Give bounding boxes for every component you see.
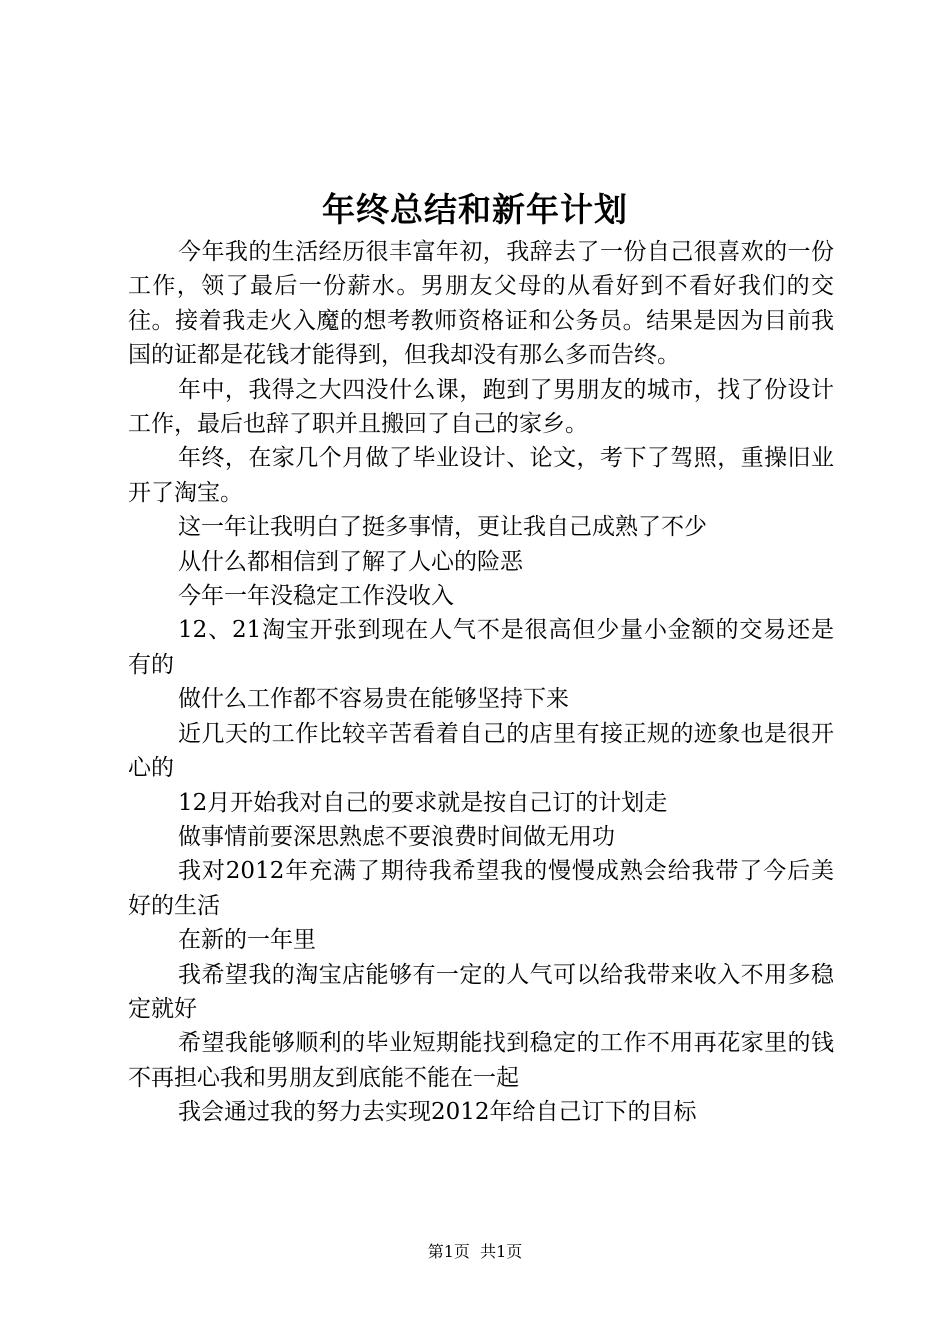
paragraph: 今年我的生活经历很丰富年初，我辞去了一份自己很喜欢的一份工作，领了最后一份薪水。男朋友父母的从看好到不看好我们的交往。接着我走火入魔的想考教师资格证和公务员。结果是因为目前我国的证都是花钱才能得到，但我却没有那么多而告终。: [128, 239, 834, 369]
paragraph: 做事情前要深思熟虑不要浪费时间做无用功: [178, 823, 615, 850]
paragraph: 在新的一年里: [178, 927, 316, 954]
paragraph: 我希望我的淘宝店能够有一定的人气可以给我带来收入不用多稳定就好: [128, 961, 834, 1022]
paragraph: 今年一年没稳定工作没收入: [178, 583, 454, 610]
paragraph: 年终，在家几个月做了毕业设计、论文，考下了驾照，重操旧业开了淘宝。: [128, 445, 834, 506]
page-number: 第1页: [427, 1242, 470, 1261]
paragraph: 这一年让我明白了挺多事情，更让我自己成熟了不少: [178, 514, 707, 541]
page-footer: [0, 1240, 950, 1264]
paragraph: 我会通过我的努力去实现2012年给自己订下的目标: [178, 1099, 697, 1126]
paragraph: 从什么都相信到了解了人心的险恶: [178, 548, 523, 575]
paragraph: 12月开始我对自己的要求就是按自己订的计划走: [178, 789, 668, 816]
document-body: [128, 235, 834, 1130]
page-total: 共1页: [480, 1242, 523, 1261]
paragraph: 12、21淘宝开张到现在人气不是很高但少量小金额的交易还是有的: [128, 617, 834, 678]
paragraph: 做什么工作都不容易贵在能够坚持下来: [178, 686, 569, 713]
document-title: 年终总结和新年计划: [322, 190, 628, 229]
paragraph: 我对2012年充满了期待我希望我的慢慢成熟会给我带了今后美好的生活: [128, 858, 834, 919]
paragraph: 年中，我得之大四没什么课，跑到了男朋友的城市，找了份设计工作，最后也辞了职并且搬回了自己的家乡。: [128, 376, 834, 438]
paragraph: 希望我能够顺利的毕业短期能找到稳定的工作不用再花家里的钱不再担心我和男朋友到底能不能在一起: [128, 1030, 834, 1091]
paragraph: 近几天的工作比较辛苦看着自己的店里有接正规的迹象也是很开心的: [128, 720, 834, 782]
